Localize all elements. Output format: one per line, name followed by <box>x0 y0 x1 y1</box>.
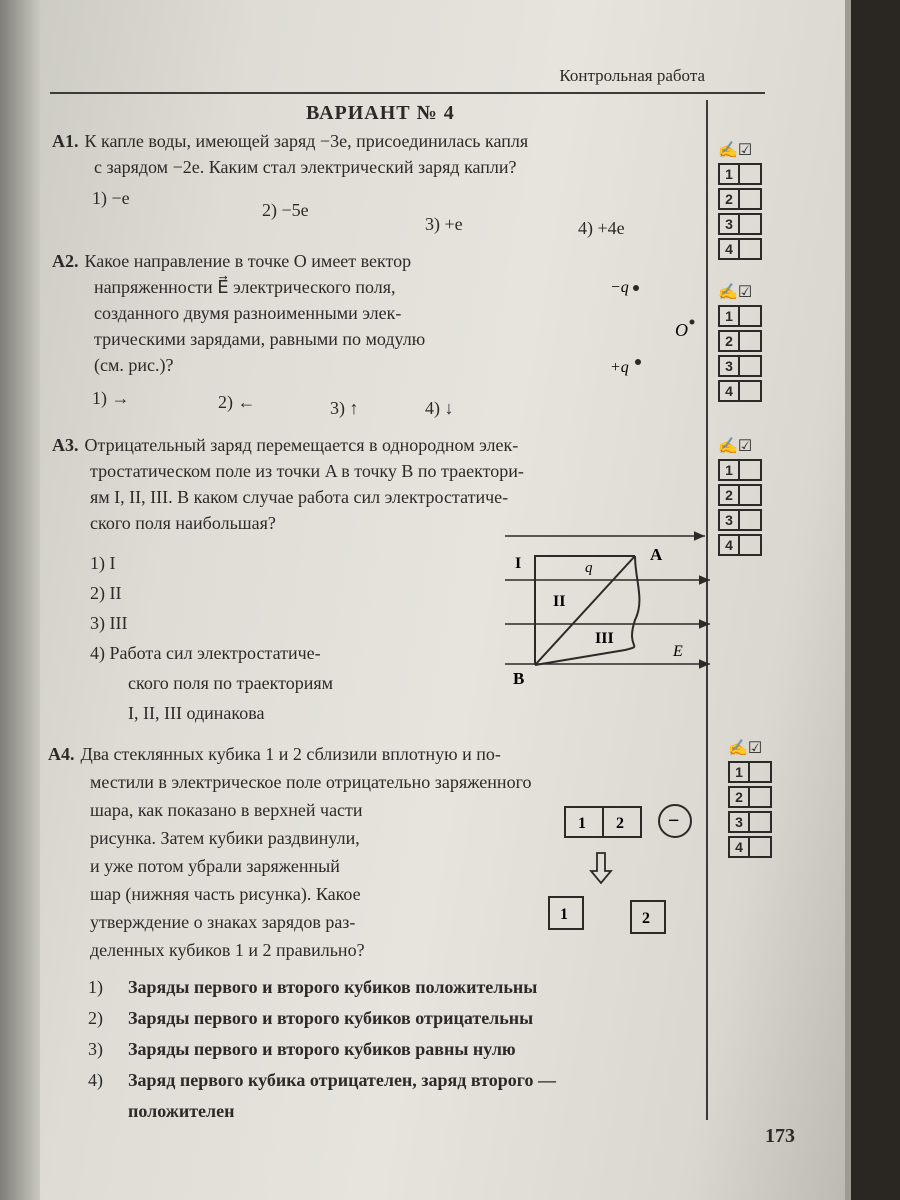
question-number: А4. <box>48 744 75 764</box>
variant-title: ВАРИАНТ № 4 <box>306 102 455 124</box>
question-a1 <box>52 128 528 180</box>
answer-cell[interactable]: 3 <box>718 509 778 531</box>
question-text-line: напряженности E⃗ электрического поля, <box>94 277 396 297</box>
option-a1-3: 3) +e <box>425 214 463 234</box>
answer-cell[interactable]: 2 <box>718 330 778 352</box>
option-a3-1: 1) I <box>90 553 116 573</box>
question-text-line: тростатическом поле из точки A в точку B по траектори- <box>90 461 524 481</box>
question-text-line: с зарядом −2e. Каким стал электрический заряд капли? <box>94 157 517 177</box>
question-text-line: Какое направление в точке O имеет вектор <box>84 251 412 271</box>
answer-box-a2 <box>718 282 778 402</box>
ball-sign: − <box>668 810 680 832</box>
answer-cell[interactable]: 4 <box>718 238 778 260</box>
answer-cell[interactable]: 3 <box>718 355 778 377</box>
option-a4-4: 4) Заряд первого кубика отрицателен, заряд второго — <box>88 1070 557 1090</box>
answer-cell[interactable]: 2 <box>718 484 778 506</box>
label-B: B <box>513 669 525 688</box>
label-II: II <box>553 593 566 610</box>
answer-cell[interactable]: 1 <box>718 163 778 185</box>
answer-box-a1 <box>718 140 778 260</box>
question-text-line: деленных кубиков 1 и 2 правильно? <box>90 940 365 960</box>
question-text-line: ского поля наибольшая? <box>90 513 276 533</box>
negative-charge-dot <box>633 285 639 291</box>
option-a3-2: 2) II <box>90 583 122 603</box>
question-text-line: Отрицательный заряд перемещается в однородном элек- <box>84 435 519 455</box>
cube-2-label: 2 <box>642 910 650 927</box>
answer-cell[interactable]: 4 <box>718 534 778 556</box>
question-number: А2. <box>52 251 79 271</box>
cube-2-label: 2 <box>616 815 624 832</box>
question-number: А1. <box>52 131 79 151</box>
option-a3-4-cont: ского поля по траекториям <box>128 673 334 693</box>
cube-1-label: 1 <box>578 815 586 832</box>
point-o-dot <box>690 320 695 325</box>
answer-cell[interactable]: 4 <box>718 380 778 402</box>
positive-charge-label: +q <box>610 359 629 376</box>
pen-check-icon: ✍☑ <box>718 142 753 159</box>
page-gutter-shadow <box>0 0 40 1200</box>
negative-charge-label: −q <box>610 279 629 296</box>
question-text-line: шара, как показано в верхней части <box>90 800 363 820</box>
option-a4-1: 1) Заряды первого и второго кубиков положительны <box>88 977 538 997</box>
question-text-line: трическими зарядами, равными по модулю <box>94 329 426 349</box>
question-text-line: К капле воды, имеющей заряд −3e, присоединилась капля <box>84 131 529 151</box>
answer-box-a4 <box>728 738 788 858</box>
label-III: III <box>595 630 614 647</box>
label-q: q <box>585 560 593 576</box>
options-a3 <box>90 548 333 728</box>
down-arrow-icon <box>591 853 611 883</box>
answer-cell[interactable]: 3 <box>728 811 788 833</box>
label-I: I <box>515 555 522 572</box>
answer-cell[interactable]: 2 <box>718 188 778 210</box>
option-a3-4: 4) Работа сил электростатиче- <box>90 643 321 663</box>
pen-check-icon: ✍☑ <box>728 740 763 757</box>
answer-cell[interactable]: 1 <box>718 305 778 327</box>
question-text-line: рисунка. Затем кубики раздвинули, <box>90 828 360 848</box>
question-text-line: (см. рис.)? <box>94 355 174 375</box>
answer-cell[interactable]: 3 <box>718 213 778 235</box>
option-a2-4: 4) ↓ <box>425 398 454 418</box>
option-a3-4-cont: I, II, III одинакова <box>128 703 265 723</box>
answer-box-a3 <box>718 436 778 556</box>
page-number: 173 <box>765 1125 795 1147</box>
running-header: Контрольная работа <box>559 66 705 85</box>
answer-cell[interactable]: 2 <box>728 786 788 808</box>
question-text-line: шар (нижняя часть рисунка). Какое <box>90 884 361 904</box>
question-text-line: утверждение о знаках зарядов раз- <box>90 912 356 932</box>
option-a1-1: 1) −e <box>92 188 130 208</box>
cube-1-label: 1 <box>560 906 568 923</box>
answer-cell[interactable]: 4 <box>728 836 788 858</box>
option-a1-4: 4) +4e <box>578 218 625 238</box>
option-a3-3: 3) III <box>90 613 128 633</box>
header-rule <box>50 92 765 94</box>
question-text-line: Два стеклянных кубика 1 и 2 сблизили вплотную и по- <box>80 744 501 764</box>
question-a2 <box>52 248 425 378</box>
option-a4-2: 2) Заряды первого и второго кубиков отрицательны <box>88 1008 534 1028</box>
label-E: E <box>673 643 683 660</box>
answer-cell[interactable]: 1 <box>728 761 788 783</box>
a3-field-figure <box>495 520 720 690</box>
point-o-label: O <box>675 320 688 340</box>
question-a3 <box>52 432 524 536</box>
option-a1-2: 2) −5e <box>262 200 309 220</box>
question-number: А3. <box>52 435 79 455</box>
a2-charges-figure <box>600 270 700 380</box>
question-a4 <box>48 740 532 964</box>
question-text-line: ям I, II, III. В каком случае работа сил электростатиче- <box>90 487 509 507</box>
pen-check-icon: ✍☑ <box>718 284 753 301</box>
option-a4-3: 3) Заряды первого и второго кубиков равны нулю <box>88 1039 516 1059</box>
label-A: A <box>650 545 663 564</box>
option-a4-4-cont: положителен <box>128 1101 235 1121</box>
option-a2-3: 3) ↑ <box>330 398 359 418</box>
question-text-line: созданного двумя разноименными элек- <box>94 303 402 323</box>
question-text-line: местили в электрическое поле отрицательно заряженного <box>90 772 532 792</box>
positive-charge-dot <box>635 359 641 365</box>
pen-check-icon: ✍☑ <box>718 438 753 455</box>
option-a2-2: 2) ← <box>218 392 256 412</box>
a4-cubes-figure <box>535 795 715 945</box>
option-a2-1: 1) → <box>92 388 130 408</box>
question-text-line: и уже потом убрали заряженный <box>90 856 340 876</box>
answer-cell[interactable]: 1 <box>718 459 778 481</box>
options-a4 <box>88 972 556 1127</box>
